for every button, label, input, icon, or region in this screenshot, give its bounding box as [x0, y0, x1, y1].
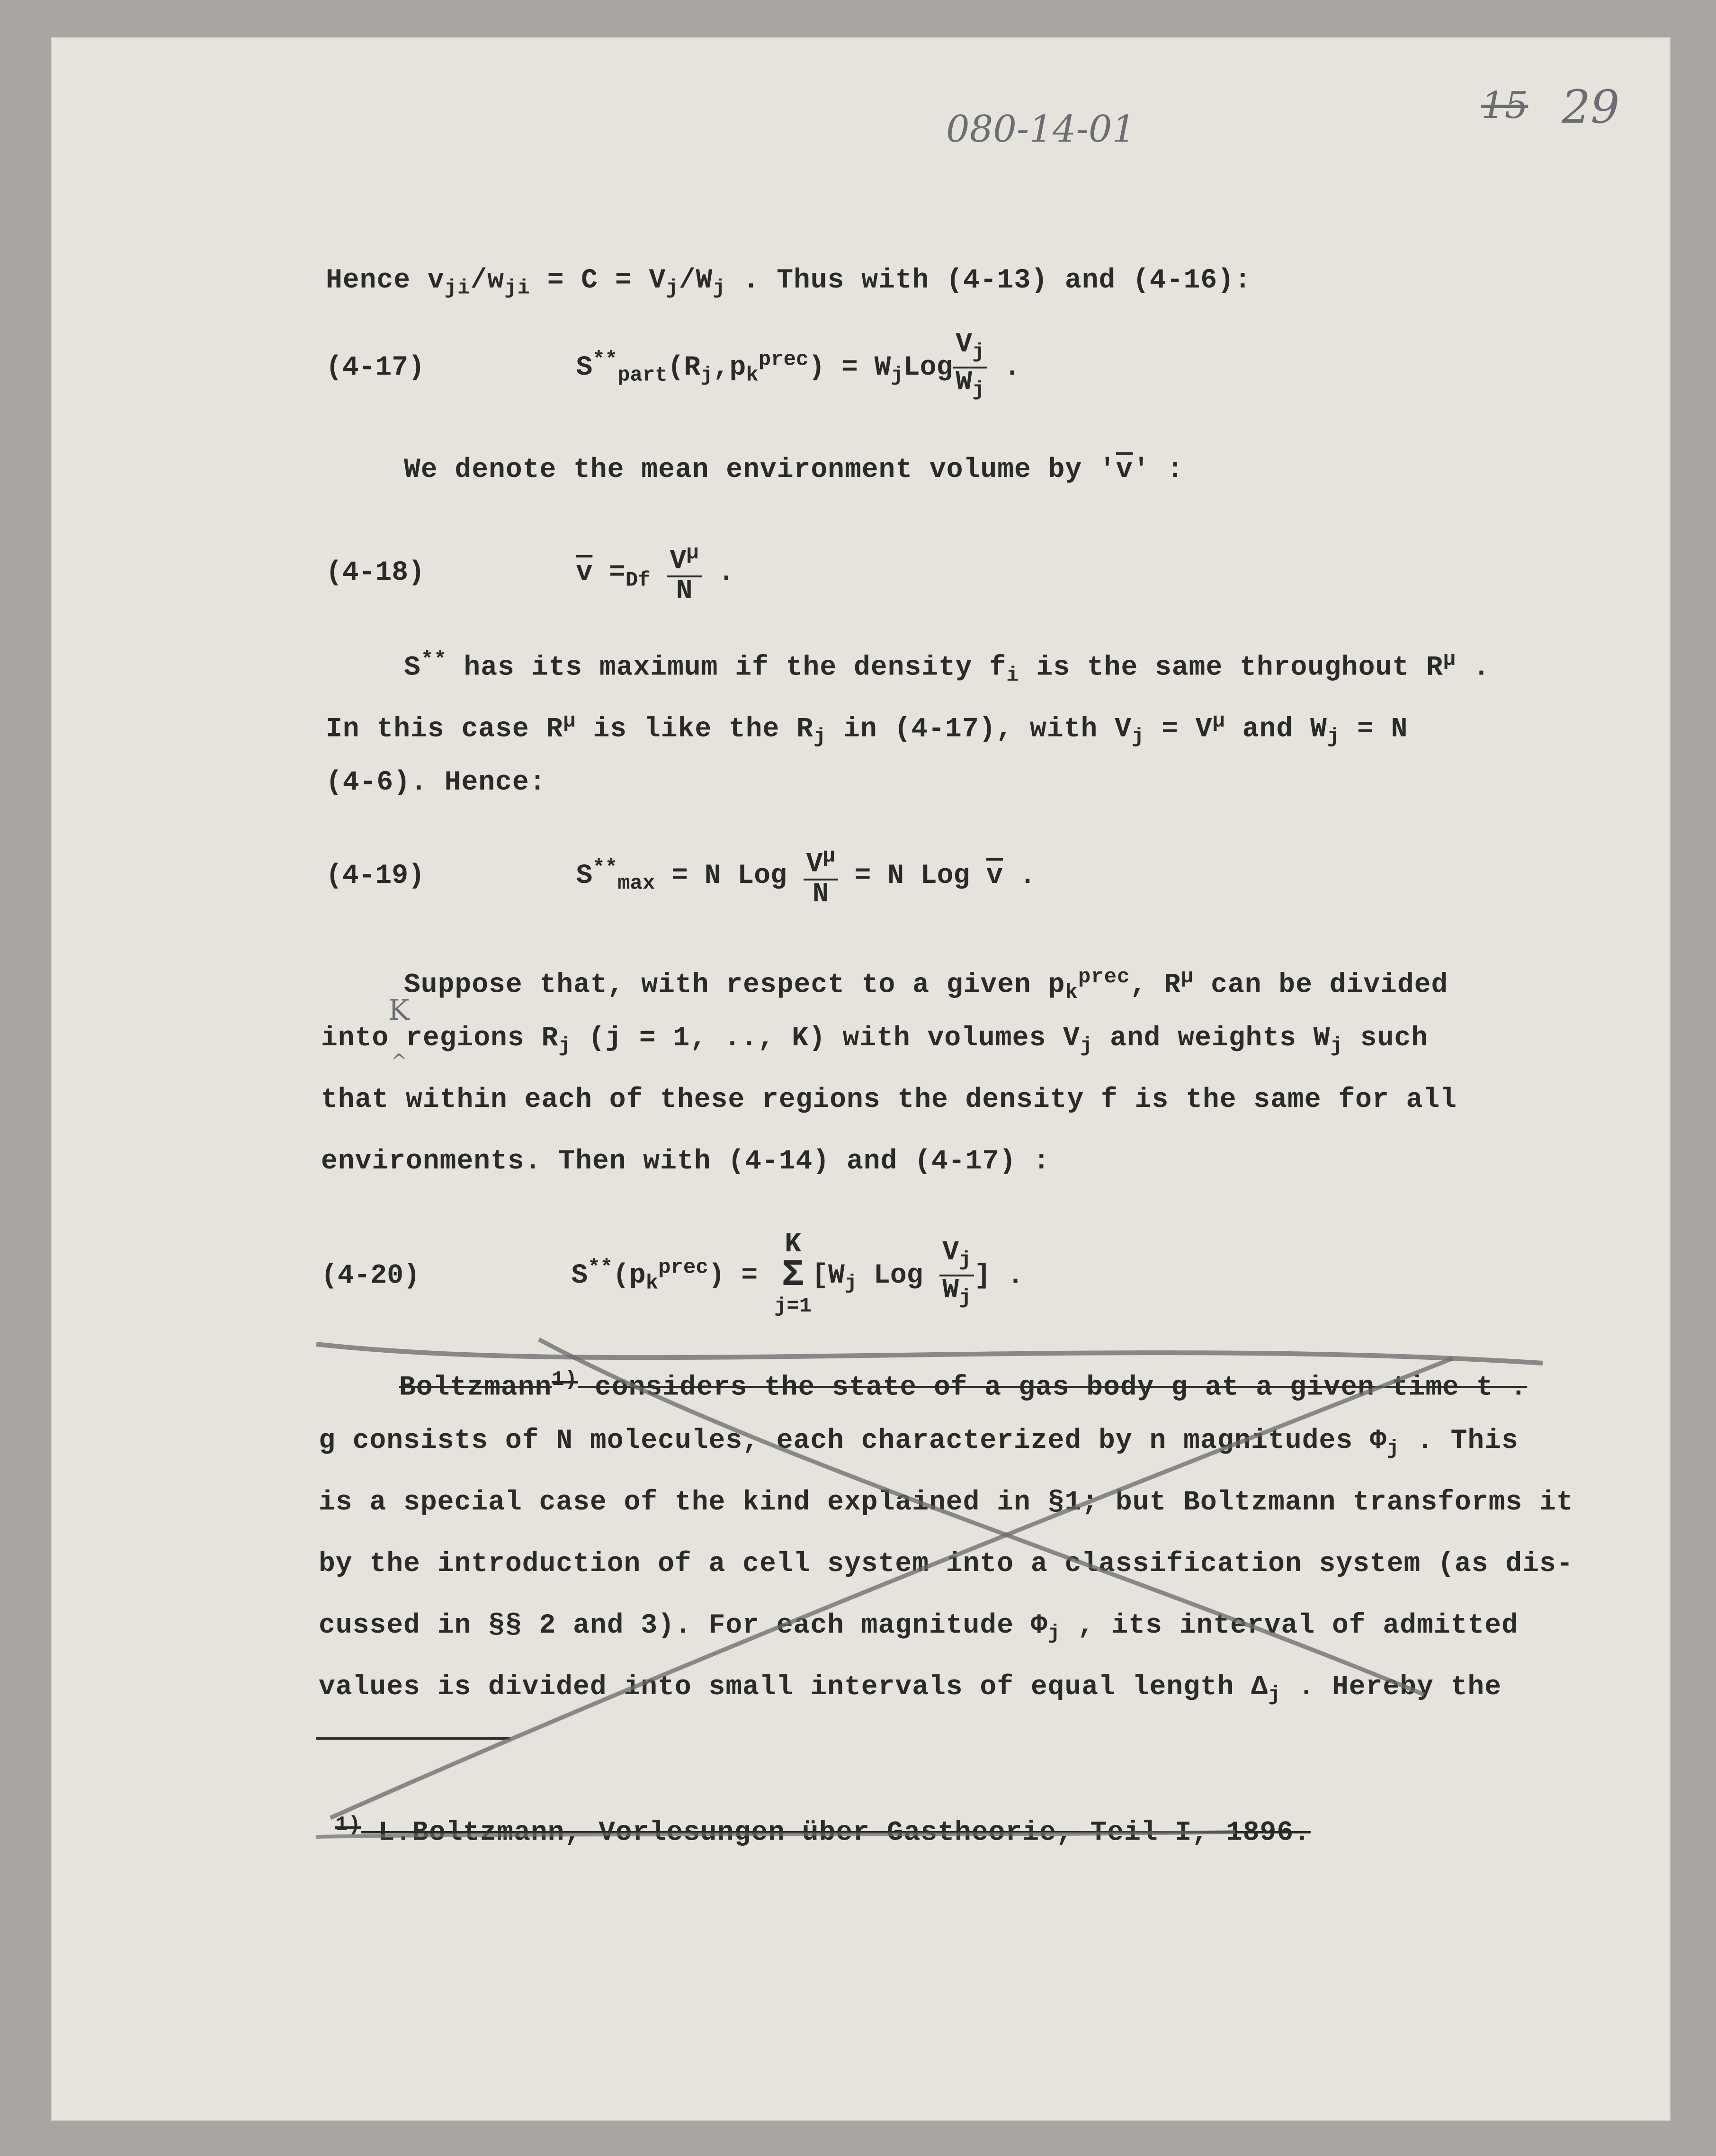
equation-4-20: (4-20) $S^{**}(p_k^{prec})$ = K Σ j=1 [$W_j$ Log $\frac{V_j}{W_j}$ ] .	[321, 1231, 1024, 1321]
text-line-15: values is divided into small intervals of equal length $\Delta_j$ . Hereby the	[319, 1672, 1502, 1707]
text-line-4: In this case $R^\mu$ is like the $R_j$ in (4-17), with $V_j = V^\mu$ and $W_j = N$	[326, 710, 1408, 749]
text-line-8: that within each of these regions the density f is the same for all	[321, 1085, 1457, 1115]
text-line-11: g consists of N molecules, each characterized by n magnitudes $\Phi_j$ . This	[319, 1426, 1519, 1461]
archive-number: 080-14-01	[946, 108, 1136, 151]
text-line-10: Boltzmann$^{1)}$ considers the state of a gas body g at a given time t .	[399, 1368, 1528, 1403]
text-line-5: (4-6). Hence:	[326, 767, 546, 798]
equation-4-17: (4-17) $S^{**}_{part}(R_j,p_k^{prec}) = W_jLog$ $\frac{V_j}{W_j}$ .	[326, 331, 1020, 404]
old-page-number: 15	[1481, 84, 1528, 127]
insert-mark-K: K	[388, 994, 410, 1027]
equation-label: (4-18)	[326, 557, 425, 588]
equation-4-18: (4-18) $\overline{v} =_{Df}$ $\frac{V^\mu}{N}$ .	[326, 539, 734, 606]
equation-lhs: $S^{**}_{part}(R_j,p_k^{prec}) = W_jLog$	[576, 348, 953, 387]
document-page	[51, 37, 1671, 2121]
equation-label: (4-20)	[321, 1260, 420, 1292]
summation: K Σ j=1	[774, 1229, 812, 1318]
equation-label: (4-19)	[326, 861, 425, 891]
text-line-2: We denote the mean environment volume by '$\overline{v}$' :	[404, 455, 1184, 485]
equation-lhs: $\overline{v} =_{Df}$	[576, 557, 651, 593]
equation-lhs: $S^{**}_{max} = N$ Log	[576, 856, 804, 896]
text-line-3: S** has its maximum if the density $f_i$ is the same throughout $R^\mu$ .	[404, 648, 1490, 687]
text-line-7: into regions $R_j$ (j = 1, .., K) with volumes $V_j$ and weights $W_j$ such	[321, 1023, 1428, 1058]
fraction: $\frac{V_j}{W_j}$	[939, 1239, 974, 1312]
insert-caret: ^	[391, 1051, 407, 1072]
equation-label: (4-17)	[326, 352, 425, 383]
pencil-cross-out	[51, 37, 1671, 2121]
fraction: $\frac{V_j}{W_j}$	[953, 331, 987, 404]
equation-4-19: (4-19) $S^{**}_{max} = N$ Log $\frac{V^\mu}{N}$ = N Log $\overline{v}$ .	[326, 842, 1036, 909]
text-line-1: Hence $v_{ji}/w_{ji} = C = V_j/W_j$ . Thus with (4-13) and (4-16):	[326, 265, 1251, 300]
page-number: 29	[1562, 81, 1620, 134]
fraction: $\frac{V^\mu}{N}$	[667, 539, 702, 606]
text-line-6: Suppose that, with respect to a given $p_k^{prec}$, $R^\mu$ can be divided	[404, 965, 1448, 1005]
text-line-14: cussed in §§ 2 and 3). For each magnitude $\Phi_j$ , its interval of admitted	[319, 1610, 1519, 1645]
fraction: $\frac{V^\mu}{N}$	[804, 842, 838, 909]
equation-lhs: $S^{**}(p_k^{prec})$ =	[571, 1256, 774, 1295]
text-line-12: is a special case of the kind explained in §1; but Boltzmann transforms it	[319, 1487, 1573, 1518]
text-line-9: environments. Then with (4-14) and (4-17) :	[321, 1146, 1050, 1177]
text-line-13: by the introduction of a cell system into a classification system (as dis-	[319, 1549, 1573, 1580]
footnote: $^{1)}$ L.Boltzmann, Vorlesungen über Gastheorie, Teil I, 1896.	[335, 1813, 1311, 1849]
